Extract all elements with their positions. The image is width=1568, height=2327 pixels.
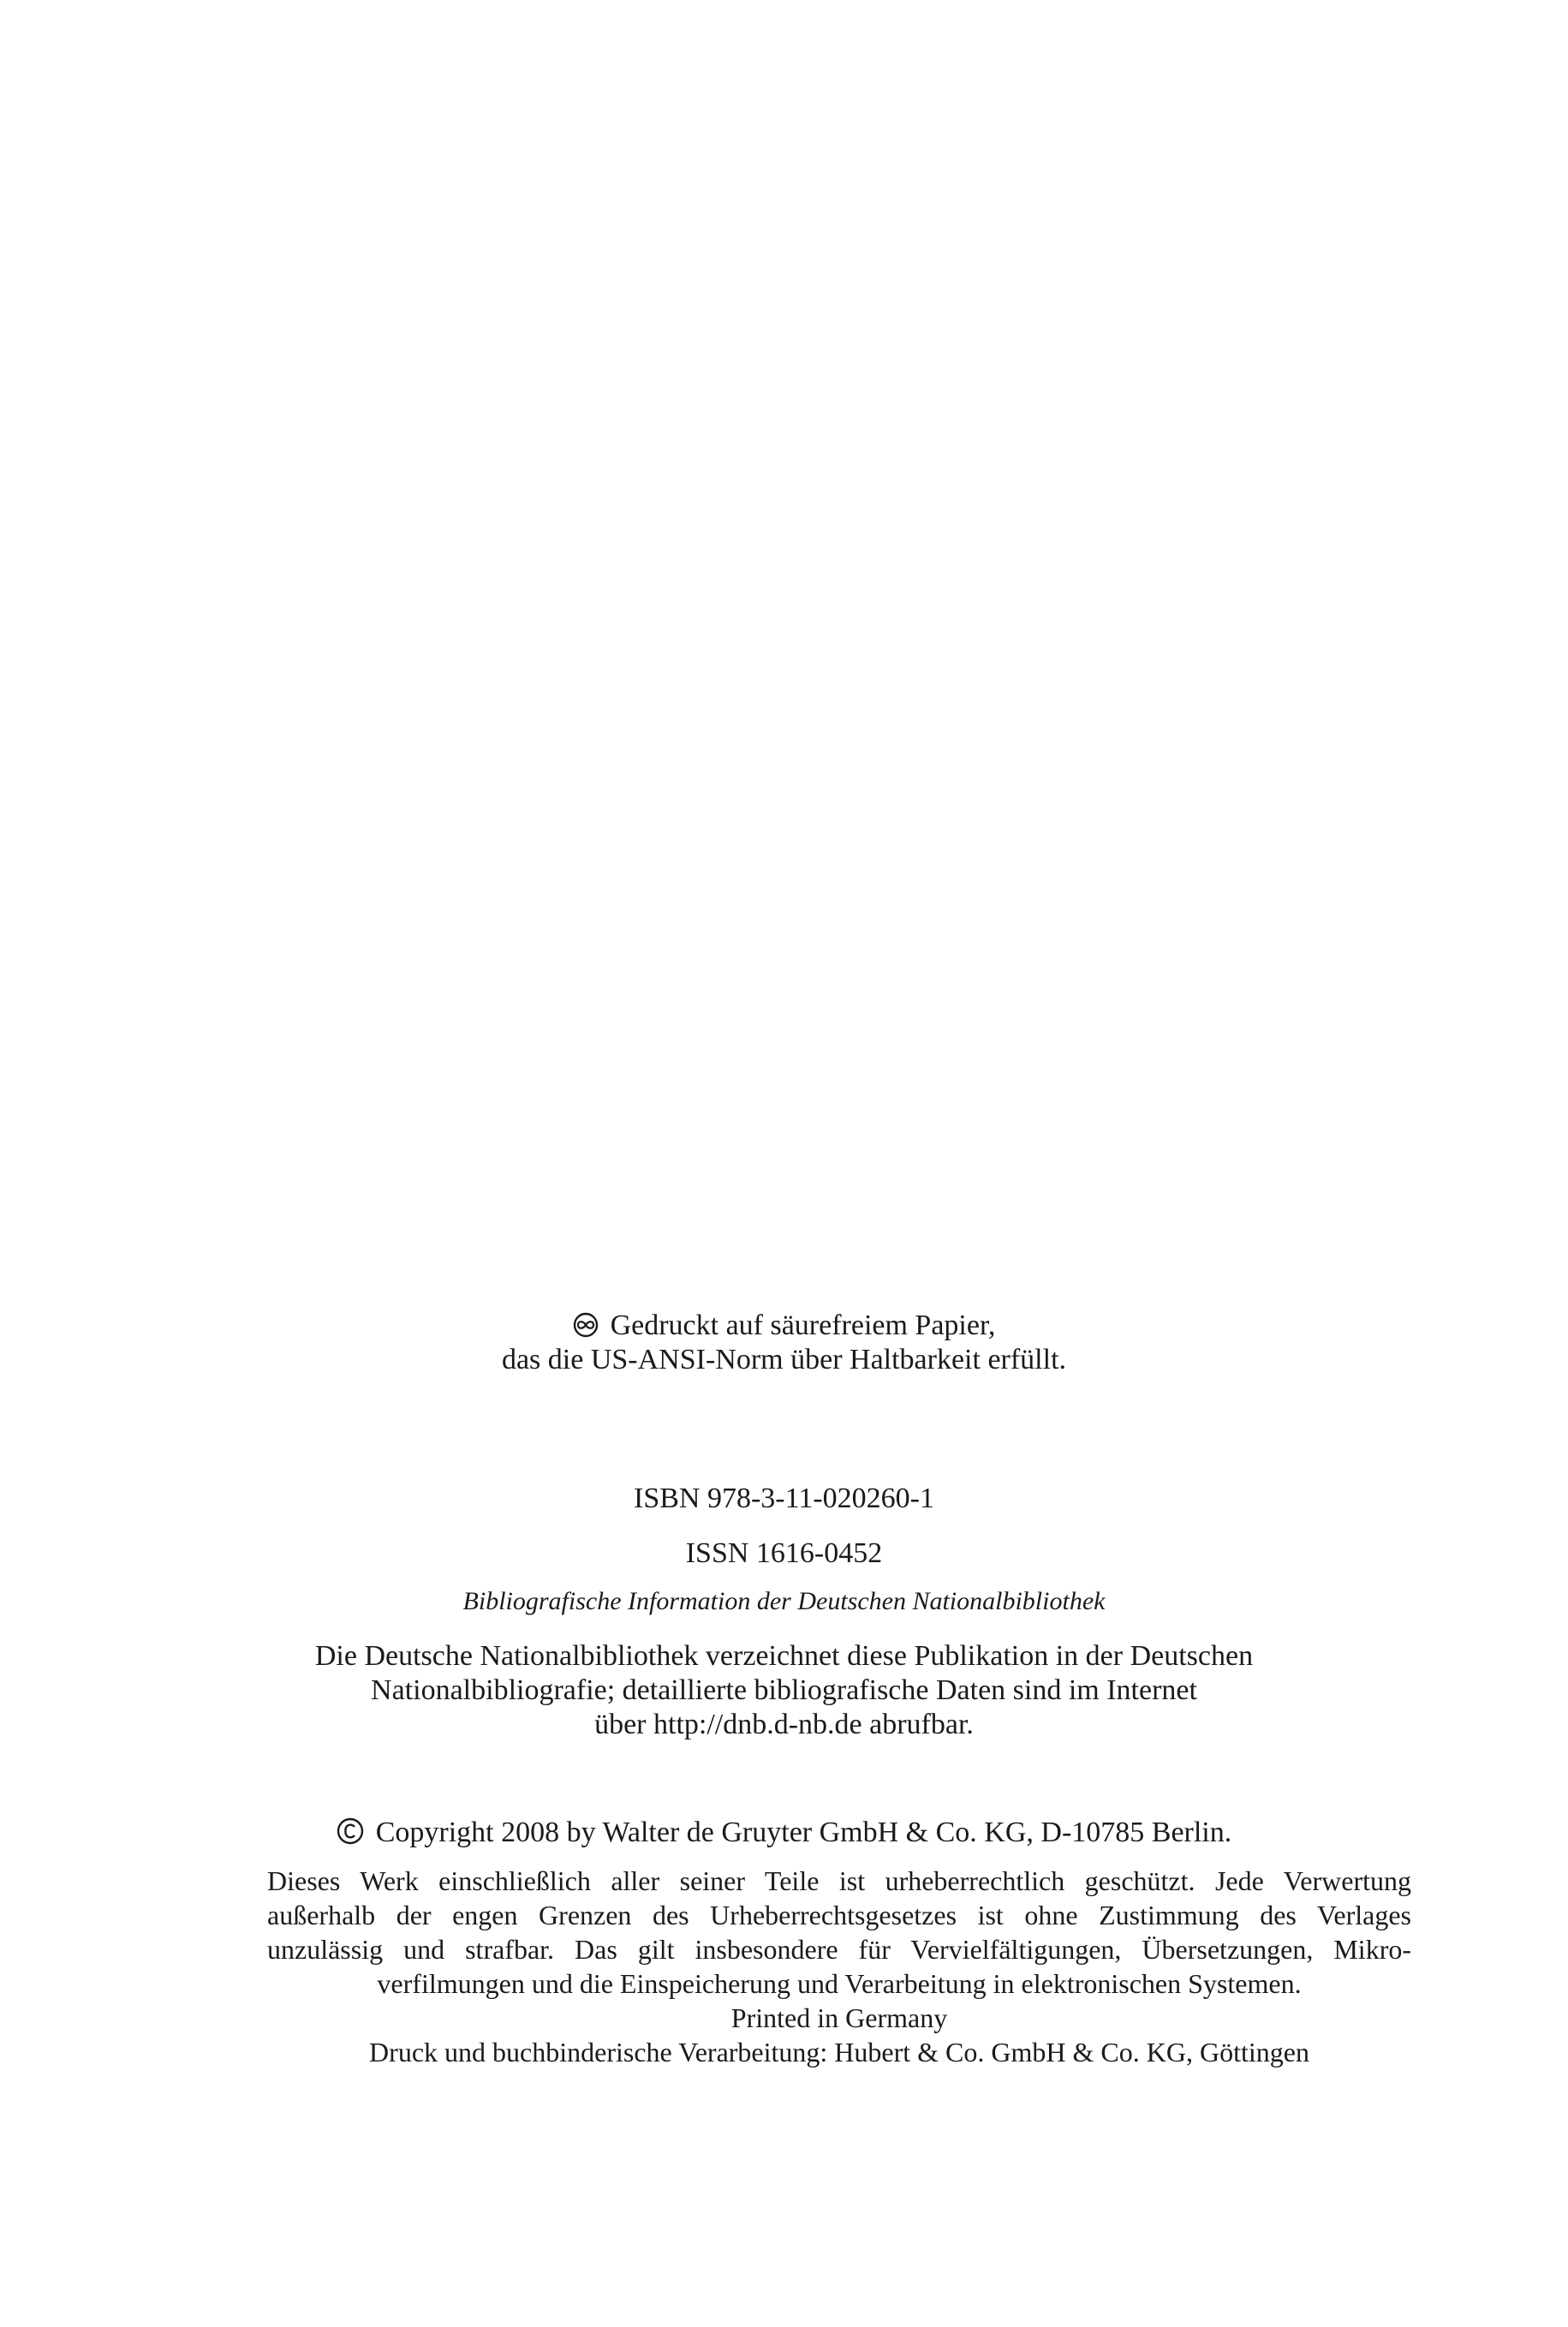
- rights-line: unzulässig und strafbar. Das gilt insbesondere für Vervielfältigungen, Übersetzungen, Mikro-: [267, 1934, 1411, 1965]
- identifiers: [0, 1471, 1568, 1581]
- bibliographic-info: [0, 1584, 1568, 1742]
- rights-statement: [267, 1864, 1411, 2069]
- isbn: ISBN 978-3-11-020260-1: [634, 1483, 934, 1514]
- issn: ISSN 1616-0452: [685, 1537, 883, 1569]
- paper-note: [0, 1309, 1568, 1377]
- copyright-notice: [0, 1816, 1568, 1850]
- bibliographic-line: Die Deutsche Nationalbibliothek verzeichnet diese Publikation in der Deutschen: [314, 1640, 1254, 1672]
- rights-line: Dieses Werk einschließlich aller seiner Teile ist urheberrechtlich geschützt. Jede Verwertung: [267, 1865, 1411, 1896]
- printed-in: Printed in Germany: [730, 2002, 948, 2033]
- copyright-line: [0, 1816, 1568, 1850]
- rights-line: verfilmungen und die Einspeicherung und Verarbeitung in elektronischen Systemen.: [377, 1968, 1302, 1999]
- paper-note-line-2: das die US-ANSI-Norm über Haltbarkeit erfüllt.: [501, 1344, 1067, 1375]
- copyright-text: Copyright 2008 by Walter de Gruyter GmbH & Co. KG, D-10785 Berlin.: [375, 1817, 1232, 1848]
- copyright-icon: [337, 1817, 364, 1845]
- rights-line: außerhalb der engen Grenzen des Urheberrechtsgesetzes ist ohne Zustimmung des Verlages: [267, 1900, 1411, 1930]
- acid-free-paper-icon: [573, 1312, 599, 1338]
- paper-note-line-1: [0, 1309, 1568, 1343]
- bibliographic-line: über http://dnb.d-nb.de abrufbar.: [594, 1709, 974, 1740]
- bibliographic-title: Bibliografische Information der Deutschen Nationalbibliothek: [462, 1587, 1106, 1615]
- printer-info: Druck und buchbinderische Verarbeitung: Hubert & Co. GmbH & Co. KG, Göttingen: [369, 2037, 1309, 2067]
- paper-note-text-1: Gedruckt auf säurefreiem Papier,: [610, 1310, 996, 1341]
- bibliographic-line: Nationalbibliografie; detaillierte bibliografische Daten sind im Internet: [371, 1674, 1197, 1706]
